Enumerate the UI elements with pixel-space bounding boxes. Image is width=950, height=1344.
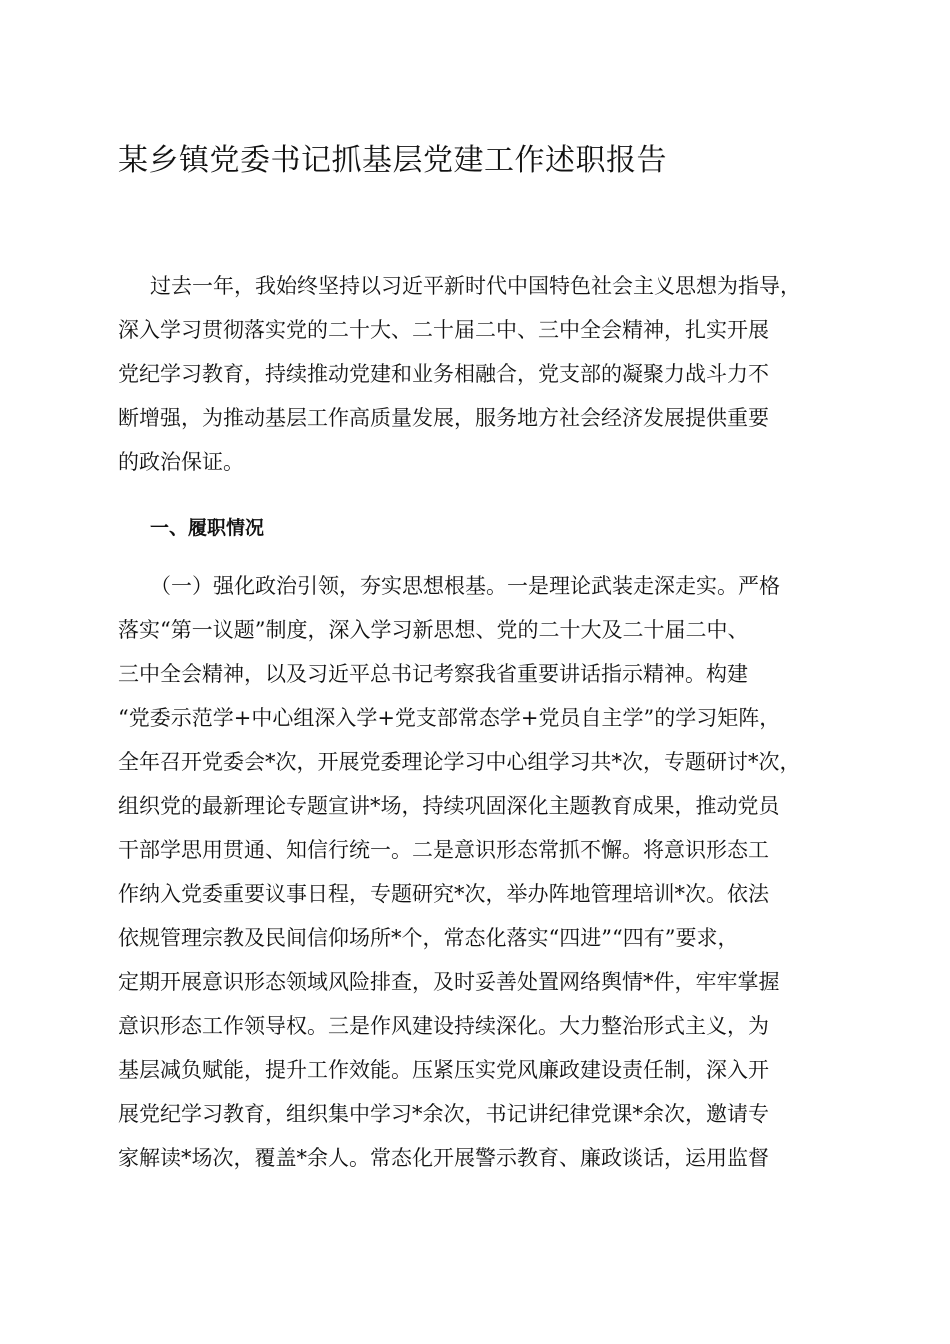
paragraph-line: 作纳入党委重要议事日程，专题研究*次，举办阵地管理培训*次。依法 bbox=[118, 882, 769, 906]
paragraph-line: 依规管理宗教及民间信仰场所*个，常态化落实“四进”“四有”要求， bbox=[118, 926, 739, 950]
paragraph-line: 意识形态工作领导权。三是作风建设持续深化。大力整治形式主义，为 bbox=[118, 1014, 769, 1038]
section-paragraph bbox=[118, 564, 838, 1180]
paragraph-line: 全年召开党委会*次，开展党委理论学习中心组学习共*次，专题研讨*次， bbox=[118, 750, 801, 774]
paragraph-line: 家解读*场次，覆盖*余人。常态化开展警示教育、廉政谈话，运用监督 bbox=[118, 1146, 769, 1170]
paragraph-line: 党纪学习教育，持续推动党建和业务相融合，党支部的凝聚力战斗力不 bbox=[118, 362, 769, 386]
intro-paragraph bbox=[118, 264, 838, 484]
paragraph-line: 基层减负赋能，提升工作效能。压紧压实党风廉政建设责任制，深入开 bbox=[118, 1058, 769, 1082]
paragraph-line: 断增强，为推动基层工作高质量发展，服务地方社会经济发展提供重要 bbox=[118, 406, 769, 430]
paragraph-line: 定期开展意识形态领域风险排查，及时妥善处置网络舆情*件，牢牢掌握 bbox=[118, 970, 780, 994]
paragraph-line: “党委示范学+中心组深入学+党支部常态学+党员自主学”的学习矩阵， bbox=[118, 706, 781, 730]
paragraph-line: 展党纪学习教育，组织集中学习*余次，书记讲纪律党课*余次，邀请专 bbox=[118, 1102, 769, 1126]
paragraph-line: 的政治保证。 bbox=[118, 450, 244, 474]
paragraph-line: （一）强化政治引领，夯实思想根基。一是理论武装走深走实。严格 bbox=[150, 574, 780, 598]
section-heading: 一、履职情况 bbox=[150, 517, 265, 539]
paragraph-line: 组织党的最新理论专题宣讲*场，持续巩固深化主题教育成果，推动党员 bbox=[118, 794, 780, 818]
document-title: 某乡镇党委书记抓基层党建工作述职报告 bbox=[118, 143, 667, 178]
paragraph-line: 落实“第一议题”制度，深入学习新思想、党的二十大及二十届二中、 bbox=[118, 618, 749, 642]
paragraph-line: 过去一年，我始终坚持以习近平新时代中国特色社会主义思想为指导， bbox=[150, 274, 801, 298]
paragraph-line: 深入学习贯彻落实党的二十大、二十届二中、三中全会精神，扎实开展 bbox=[118, 318, 769, 342]
paragraph-line: 干部学思用贯通、知信行统一。二是意识形态常抓不懈。将意识形态工 bbox=[118, 838, 769, 862]
paragraph-line: 三中全会精神，以及习近平总书记考察我省重要讲话指示精神。构建 bbox=[118, 662, 748, 686]
